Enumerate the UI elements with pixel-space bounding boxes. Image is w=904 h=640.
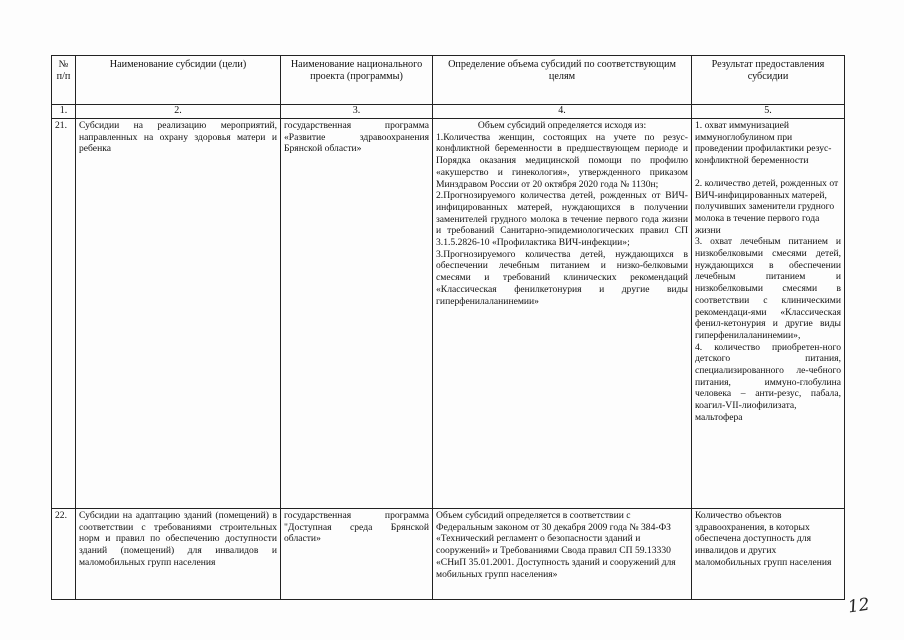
project-name: государственная программа «Развитие здравоохранения Брянской области» <box>281 119 433 509</box>
result-item: 4. количество приобретен-ного детского питания, специализированного ле-чебного питания, иммуно-глобулина человека – анти-резус, пабала, коагил-VII-лиофилизата, мальтофера <box>695 341 841 423</box>
row-number: 22. <box>52 509 76 600</box>
volume-paragraph: 2.Прогнозируемого количества детей, рожденных от ВИЧ-инфицированных матерей, нуждающихся в получении заменителей грудного молока в течение первого года жизни и требований Санитарно-эпидемиологических правил СП 3.1.5.2826-10 «Профилактика ВИЧ-инфекции»; <box>436 190 688 249</box>
table-row <box>52 509 845 600</box>
column-number: 4. <box>433 105 692 119</box>
result-item: 3. охват лечебным питанием и низкобелковыми смесями детей, нуждающихся в обеспечении лечебным питанием и низкобелковыми смесями в соответствии с клиническими рекомендаци-ями «Классическая фенил-кетонурия и другие виды гиперфенилаланинемии», <box>695 236 841 341</box>
row-number: 21. <box>52 119 76 509</box>
subsidy-table <box>51 55 845 600</box>
result-item: 1. охват иммунизацией иммуноглобулином при проведении профилактики резус-конфликтной беременности <box>695 120 832 167</box>
project-name: государственная программа "Доступная среда Брянской области» <box>281 509 433 600</box>
column-numbering-row <box>52 105 845 119</box>
subsidy-result <box>692 509 845 600</box>
table-row <box>52 119 845 509</box>
column-number: 3. <box>281 105 433 119</box>
header-volume: Определение объема субсидий по соответствующим целям <box>433 56 692 105</box>
volume-paragraph: Объем субсидий определяется в соответствии с Федеральным законом от 30 декабря 2009 года № 384-ФЗ «Технический регламент о безопасности зданий и сооружений» и Требованиями Свода правил СП 59.13330 «СНиП 35.01.2001. Доступность зданий и сооружений для мобильных групп населения» <box>436 510 676 580</box>
result-item: Количество объектов здравоохранения, в которых обеспечена доступность для инвалидов и других маломобильных групп населения <box>695 510 832 568</box>
subsidy-name: Субсидии на адаптацию зданий (помещений) в соответствии с требованиями строительных норм и правил по обеспечению доступности зданий (помещений) для инвалидов и маломобильных групп населения <box>76 509 281 600</box>
header-subsidy-name: Наименование субсидии (цели) <box>76 56 281 105</box>
subsidy-name: Субсидии на реализацию мероприятий, направленных на охрану здоровья матери и ребенка <box>76 119 281 509</box>
header-num: № п/п <box>52 56 76 105</box>
result-item: 2. количество детей, рожденных от ВИЧ-инфицированных матерей, получивших заменители грудного молока в течение первого года жизни <box>695 177 839 236</box>
volume-definition <box>433 509 692 600</box>
volume-definition <box>433 119 692 509</box>
header-result: Результат предоставления субсидии <box>692 56 845 105</box>
subsidy-result <box>692 119 845 509</box>
table-header-row <box>52 56 845 105</box>
column-number: 5. <box>692 105 845 119</box>
header-project: Наименование национального проекта (программы) <box>281 56 433 105</box>
volume-paragraph: 3.Прогнозируемого количества детей, нуждающихся в обеспечении лечебным питанием и низко-белковыми смесями и требований клинических рекомендаций «Классическая фенилкетонурия и другие виды гиперфенилаланинемии» <box>436 248 688 307</box>
volume-paragraph: Объем субсидий определяется исходя из: <box>477 120 647 131</box>
volume-paragraph: 1.Количества женщин, состоящих на учете по резус-конфликтной беременности в предшествующем периоде и Порядка оказания медицинской помощи по профилю «акушерство и гинекология», утвержденного приказом Минздравом России от 20 октября 2020 года № 1130н; <box>436 131 688 190</box>
column-number: 2. <box>76 105 281 119</box>
column-number: 1. <box>52 105 76 119</box>
page-number-mark: 12 <box>846 594 871 618</box>
